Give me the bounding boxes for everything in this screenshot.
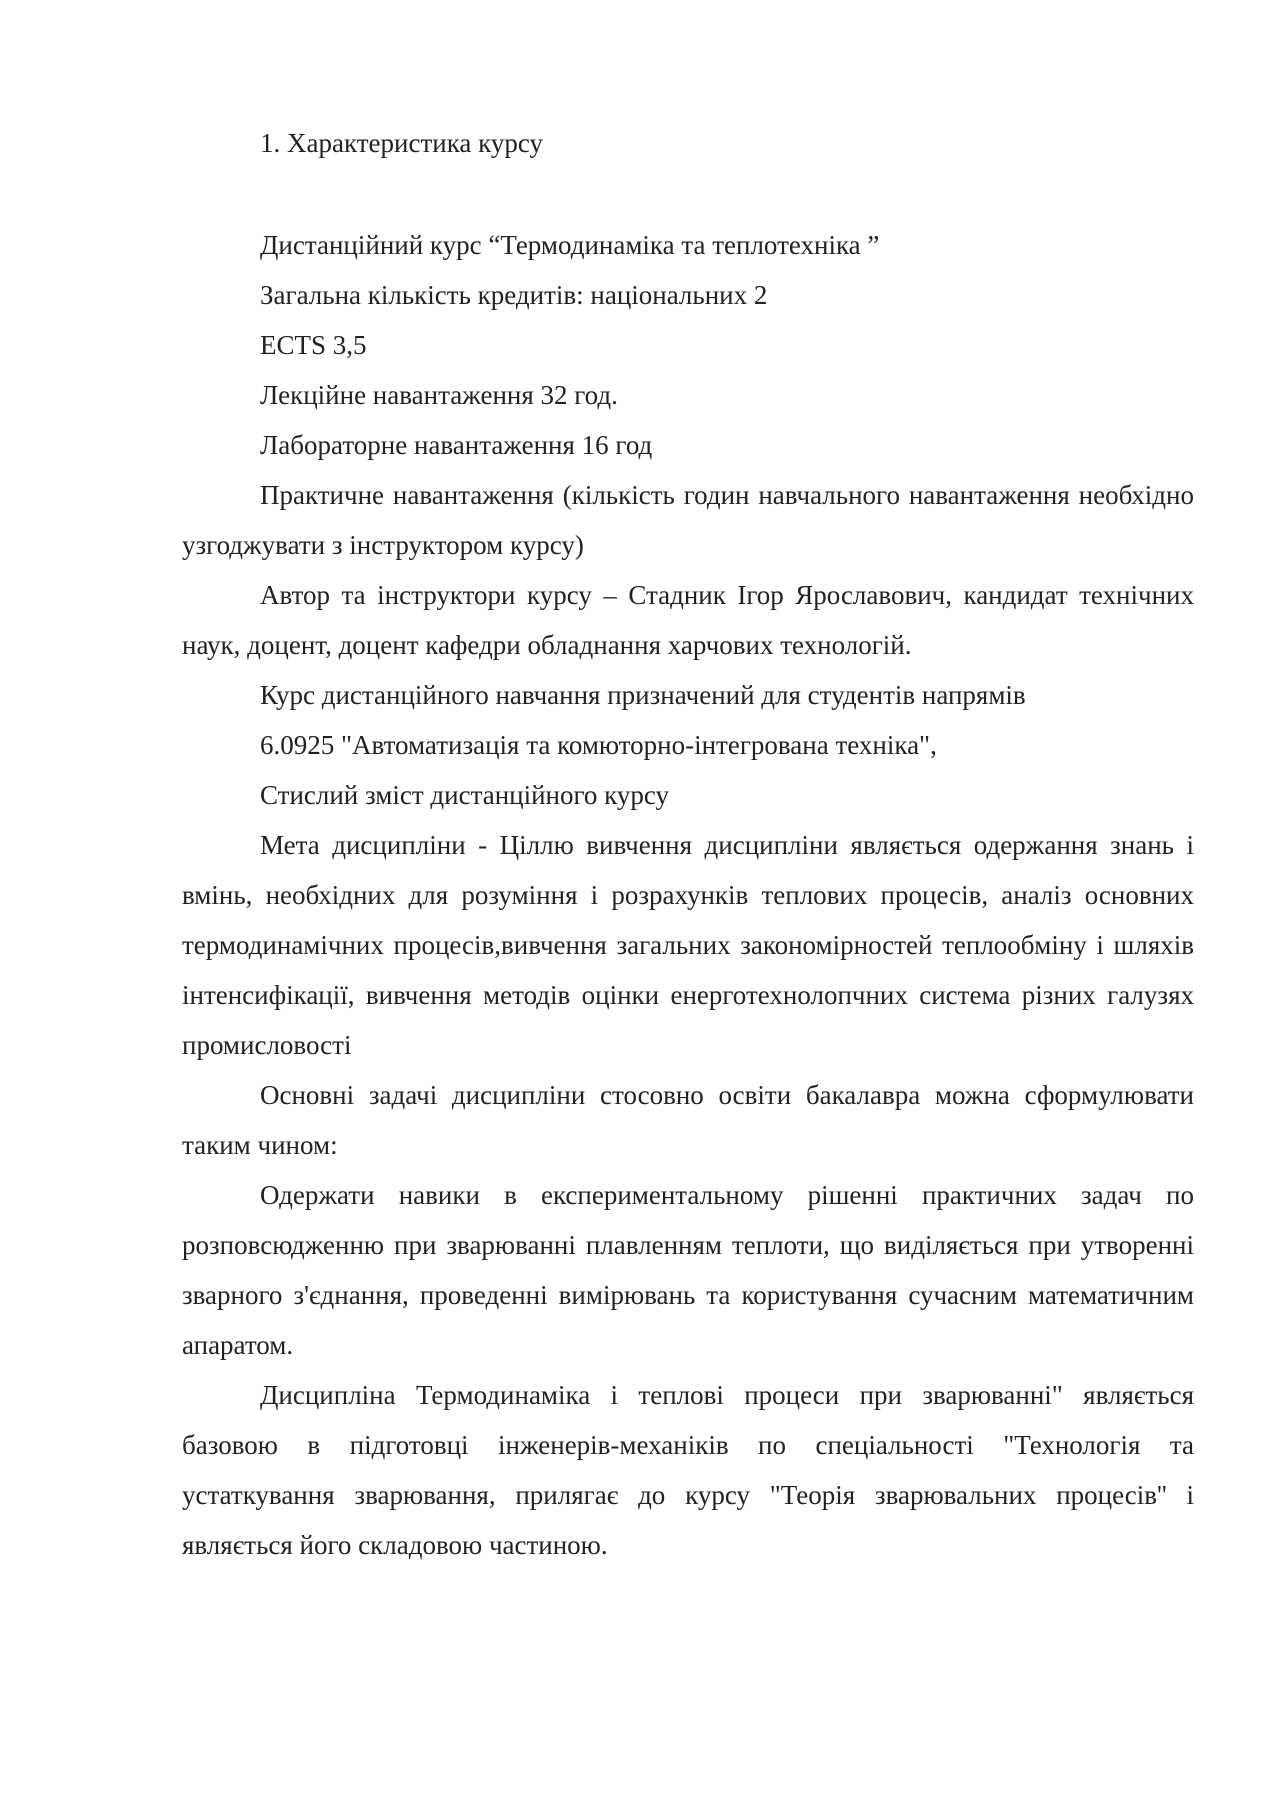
document-body — [182, 118, 1194, 1570]
tasks-intro-paragraph: Основні задачі дисципліни стосовно освіти бакалавра можна сформулювати таким чином: — [182, 1080, 1194, 1160]
course-title: Дистанційний курс “Термодинаміка та теплотехніка ” — [260, 230, 880, 260]
credits-ects: ECTS 3,5 — [260, 330, 367, 360]
task-paragraph: Одержати навики в експериментальному рішенні практичних задач по розповсюдженню при зварюванні плавленням теплоти, що виділяється при утворенні зварного з'єднання, проведенні вимірювань та користування сучасним математичним апаратом. — [182, 1180, 1194, 1360]
specialty-line: 6.0925 "Автоматизація та комюторно-інтегрована техніка", — [260, 730, 937, 760]
summary-heading: Стислий зміст дистанційного курсу — [260, 780, 670, 810]
section-heading: 1. Характеристика курсу — [260, 128, 543, 158]
credits-national: Загальна кількість кредитів: національних 2 — [260, 280, 768, 310]
discipline-place-paragraph: Дисципліна Термодинаміка і теплові процеси при зварюванні" являється базовою в підготовці інженерів-механіків по спеціальності "Технологія та устаткування зварювання, прилягає до курсу "Теорія зварювальних процесів'' і являється його складовою частиною. — [182, 1380, 1194, 1560]
goal-paragraph: Мета дисципліни - Ціллю вивчення дисципліни являється одержання знань і вмінь, необхідних для розуміння і розрахунків теплових процесів, аналіз основних термодинамічних процесів,вивчення загальних закономірностей теплообміну і шляхів інтенсифікації, вивчення методів оцінки енерготехнолопчних система різних галузях промисловості — [182, 830, 1194, 1060]
author-paragraph: Автор та інструктори курсу – Стадник Ігор Ярославович, кандидат технічних наук, доцент, доцент кафедри обладнання харчових технологій. — [182, 580, 1194, 660]
lecture-load: Лекційне навантаження 32 год. — [260, 380, 618, 410]
audience-line: Курс дистанційного навчання призначений для студентів напрямів — [260, 680, 1026, 710]
lab-load: Лабораторне навантаження 16 год — [260, 430, 653, 460]
practical-load: Практичне навантаження (кількість годин навчального навантаження необхідно узгоджувати з інструктором курсу) — [182, 480, 1194, 560]
